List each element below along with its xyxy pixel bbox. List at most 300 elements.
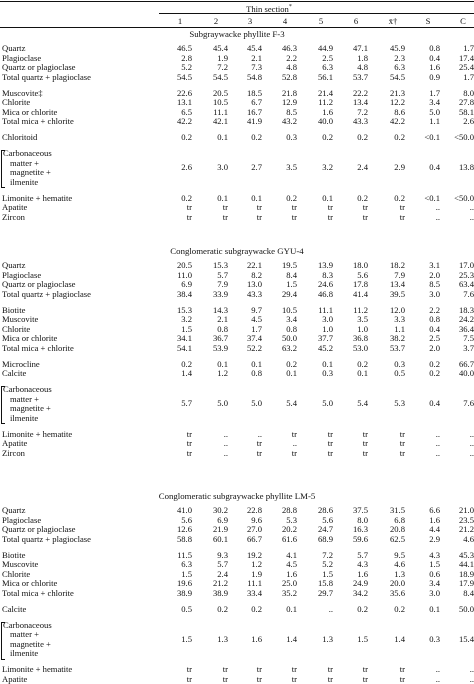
table-cell: 0.4 (429, 162, 440, 173)
table-cell: 11.1 (247, 578, 262, 588)
table-cell: 36.4 (458, 324, 474, 334)
row-label: Zircon (2, 211, 25, 222)
table-cell: 4.8 (286, 62, 297, 72)
table-cell: 6.8 (394, 514, 405, 525)
table-cell: 40.0 (317, 116, 333, 126)
row-label-line: ilmenite (10, 648, 39, 658)
table-cell: 0.3 (394, 358, 405, 369)
table-cell: 1.6 (429, 62, 440, 72)
table-cell: 9.7 (251, 304, 262, 315)
table-cell: 1.6 (357, 568, 368, 579)
row-label-line: Carbonaceous (3, 619, 52, 630)
row-label: Biotite (2, 549, 26, 560)
table-cell: 7.5 (463, 334, 474, 343)
column-header: 5 (318, 16, 324, 26)
table-cell: 20.8 (389, 524, 405, 534)
row-label: Total quartz + plagioclase (2, 71, 91, 82)
table-cell: 60.1 (212, 533, 228, 544)
table-cell: 25.4 (458, 63, 474, 72)
table-cell: tr (291, 428, 297, 439)
table-cell: 11.2 (318, 97, 333, 107)
row-label-line: matter + (10, 393, 39, 404)
table-cell: 13.4 (389, 279, 405, 289)
table-cell: 1.6 (251, 633, 262, 644)
table-cell: 37.7 (317, 333, 333, 343)
row-label: Biotite (2, 304, 26, 315)
table-cell: .. (223, 428, 228, 439)
table-cell: 0.2 (217, 603, 228, 614)
table-cell: 5.7 (181, 398, 192, 409)
table-cell: 0.1 (286, 368, 297, 378)
table-cell: 5.7 (217, 269, 228, 280)
table-cell: tr (399, 447, 405, 458)
row-label: Zircon (2, 447, 25, 458)
table-cell: 0.2 (357, 192, 368, 203)
table-cell: tr (256, 211, 262, 222)
table-cell: tr (256, 664, 262, 674)
table-cell: <50.0 (454, 193, 474, 203)
thin-section-label: Thin section (246, 3, 289, 14)
table-cell: tr (399, 202, 405, 212)
table-cell: tr (222, 202, 228, 212)
row-label-line: ilmenite (10, 412, 39, 423)
table-cell: 12.6 (176, 524, 192, 534)
section-title: Subgraywacke phyllite F-3 (189, 29, 285, 39)
table-cell: tr (399, 673, 405, 684)
table-cell: .. (435, 428, 440, 439)
table-cell: 2.7 (251, 162, 262, 173)
table-cell: 45.3 (458, 550, 474, 560)
row-label-line: Carbonaceous (3, 384, 52, 394)
table-cell: 0.8 (251, 368, 262, 378)
table-cell: tr (362, 447, 368, 458)
table-cell: 12.9 (281, 97, 297, 107)
table-cell: 0.1 (429, 603, 440, 614)
table-cell: 0.4 (429, 52, 440, 63)
table-cell: 0.1 (217, 358, 228, 369)
table-cell: 5.0 (217, 398, 228, 409)
thin-section-underline (159, 13, 474, 14)
table-cell: 4.1 (286, 549, 297, 560)
table-cell: 46.5 (176, 43, 192, 53)
table-cell: 45.4 (246, 43, 262, 53)
table-cell: 0.5 (394, 368, 405, 378)
row-label: Total quartz + plagioclase (2, 288, 91, 299)
table-cell: tr (327, 428, 333, 439)
table-cell: 8.5 (286, 106, 297, 117)
table-cell: 0.8 (429, 314, 440, 324)
table-cell: 5.2 (181, 62, 192, 72)
table-cell: 0.3 (286, 132, 297, 142)
row-label-line: ilmenite (10, 176, 39, 187)
table-cell: tr (186, 447, 192, 458)
table-cell: 0.1 (322, 358, 333, 369)
table-cell: tr (327, 202, 333, 212)
table-cell: 0.8 (286, 323, 297, 334)
table-cell: 7.2 (357, 106, 368, 117)
row-label: Quartz (2, 260, 26, 270)
table-cell: 1.6 (429, 514, 440, 525)
row-label: Calcite (2, 603, 27, 614)
table-cell: 4.6 (394, 559, 405, 569)
table-cell: 0.9 (429, 71, 440, 82)
table-cell: 44.1 (458, 560, 474, 569)
table-cell: 18.9 (458, 569, 474, 579)
table-cell: 5.0 (322, 398, 333, 409)
table-cell: 17.0 (458, 261, 474, 270)
column-header: x̄† (388, 16, 398, 26)
table-cell: 38.2 (389, 333, 405, 343)
table-cell: tr (399, 664, 405, 674)
table-cell: 12.2 (389, 97, 405, 107)
table-cell: 11.1 (318, 304, 333, 315)
table-cell: 29.4 (281, 288, 297, 299)
table-cell: 7.9 (217, 279, 228, 289)
table-cell: tr (186, 438, 192, 448)
table-cell: .. (435, 673, 440, 684)
table-cell: 3.4 (429, 97, 440, 107)
table-cell: 13.1 (176, 97, 192, 107)
row-label: Limonite + hematite (2, 192, 73, 203)
table-cell: 10.5 (212, 97, 228, 107)
table-cell: 1.9 (251, 568, 262, 579)
table-cell: 2.2 (429, 304, 440, 315)
table-cell: 4.3 (429, 549, 440, 560)
table-cell: 0.3 (322, 368, 333, 378)
table-cell: 5.3 (286, 514, 297, 525)
table-cell: tr (291, 673, 297, 684)
row-label: Chloritoid (2, 132, 38, 142)
table-cell: <0.1 (424, 132, 440, 142)
row-label: Plagioclase (2, 269, 42, 280)
table-cell: 40.0 (458, 369, 474, 378)
table-cell: .. (469, 665, 474, 674)
table-cell: 4.8 (357, 62, 368, 72)
table-cell: 39.5 (389, 288, 405, 299)
table-cell: 1.5 (181, 633, 192, 644)
table-cell: 28.8 (281, 505, 297, 515)
table-cell: 3.2 (181, 314, 192, 324)
table-cell: 2.0 (429, 342, 440, 353)
table-cell: 0.2 (322, 132, 333, 142)
table-cell: 19.2 (246, 549, 262, 560)
row-label: Apatite (2, 438, 28, 448)
table-cell: 1.7 (463, 44, 474, 53)
table-cell: tr (186, 664, 192, 674)
table-cell: 41.0 (176, 505, 192, 515)
table-cell: 18.5 (246, 87, 262, 98)
table-cell: tr (291, 211, 297, 222)
table-cell: 1.0 (322, 323, 333, 334)
table-cell: 1.2 (217, 368, 228, 378)
table-cell: tr (291, 447, 297, 458)
row-label-line: magnetite + (10, 167, 51, 177)
table-cell: 2.4 (217, 568, 228, 579)
table-cell: 66.7 (246, 533, 262, 544)
table-cell: tr (186, 211, 192, 222)
row-label: Mica or chlorite (2, 106, 58, 117)
table-cell: 22.1 (246, 260, 262, 270)
row-label: Chlorite (2, 97, 31, 107)
table-cell: 58.1 (458, 107, 474, 117)
table-cell: 6.3 (181, 559, 192, 569)
table-cell: 1.9 (217, 52, 228, 63)
table-cell: tr (362, 202, 368, 212)
table-cell: 0.2 (181, 358, 192, 369)
table-cell: 12.0 (389, 304, 405, 315)
table-cell: 1.4 (286, 633, 297, 644)
table-cell: 3.1 (429, 260, 440, 270)
table-cell: 15.3 (176, 304, 192, 315)
table-cell: 43.3 (246, 288, 262, 299)
table-cell: tr (399, 428, 405, 439)
table-cell: tr (186, 428, 192, 439)
table-cell: 33.4 (246, 587, 262, 598)
table-cell: tr (186, 673, 192, 684)
table-cell: 58.8 (176, 533, 192, 544)
table-cell: 2.5 (322, 52, 333, 63)
table-cell: 11.0 (177, 269, 192, 280)
table-cell: 24.9 (352, 578, 368, 588)
table-cell: 3.4 (286, 314, 297, 324)
table-cell: .. (328, 603, 333, 614)
table-cell: 29.7 (317, 587, 333, 598)
table-cell: 20.5 (212, 87, 228, 98)
table-cell: 21.2 (212, 578, 228, 588)
table-cell: 15.3 (212, 260, 228, 270)
table-cell: 0.4 (429, 398, 440, 409)
row-label: Quartz or plagioclase (2, 279, 76, 289)
row-label: Total mica + chlorite (2, 587, 74, 598)
table-cell: 66.7 (458, 359, 474, 369)
table-cell: 41.4 (352, 288, 368, 299)
table-cell: 61.6 (281, 533, 297, 544)
table-cell: .. (223, 447, 228, 458)
row-label: Chlorite (2, 323, 31, 334)
table-cell: 0.5 (181, 603, 192, 614)
table-cell: 16.7 (246, 106, 262, 117)
table-cell: 6.6 (429, 505, 440, 515)
row-label: Quartz or plagioclase (2, 524, 76, 534)
table-cell: 20.5 (176, 260, 192, 270)
table-cell: 2.6 (463, 117, 474, 126)
table-cell: 11.2 (353, 304, 368, 315)
column-header: S (425, 16, 431, 26)
table-cell: tr (327, 664, 333, 674)
column-header: 1 (177, 16, 183, 26)
table-cell: 0.1 (251, 192, 262, 203)
table-cell: 47.1 (352, 43, 368, 53)
table-cell: 1.4 (181, 368, 192, 378)
table-cell: 5.3 (394, 398, 405, 409)
table-cell: .. (257, 428, 262, 439)
table-cell: 7.6 (463, 399, 474, 409)
table-cell: 1.3 (394, 568, 405, 579)
table-cell: 36.7 (212, 333, 228, 343)
table-cell: 3.0 (429, 587, 440, 598)
table-cell: 3.7 (463, 343, 474, 353)
table-cell: 5.7 (357, 549, 368, 560)
table-cell: 20.0 (389, 578, 405, 588)
table-cell: 0.2 (429, 358, 440, 369)
table-cell: 22.8 (246, 505, 262, 515)
table-cell: 1.2 (251, 559, 262, 569)
table-cell: 0.1 (322, 192, 333, 203)
table-cell: .. (469, 439, 474, 448)
table-cell: 50.0 (458, 604, 474, 614)
table-cell: 23.5 (458, 515, 474, 525)
table-cell: 1.7 (429, 87, 440, 98)
table-cell: 0.2 (394, 603, 405, 614)
table-cell: 5.2 (322, 559, 333, 569)
table-cell: 7.6 (463, 289, 474, 299)
table-cell: 0.2 (357, 358, 368, 369)
table-cell: 46.3 (281, 43, 297, 53)
table-cell: 0.2 (251, 132, 262, 142)
row-label: Apatite (2, 202, 28, 212)
row-label: Quartz or plagioclase (2, 62, 76, 72)
table-cell: 43.2 (281, 116, 297, 126)
table-cell: 0.2 (357, 603, 368, 614)
table-cell: tr (291, 202, 297, 212)
table-cell: 31.5 (389, 505, 405, 515)
row-label: Muscovite (2, 314, 39, 324)
table-cell: 35.6 (389, 587, 405, 598)
table-cell: 45.9 (389, 43, 405, 53)
table-cell: 54.5 (212, 71, 228, 82)
table-cell: 19.5 (281, 260, 297, 270)
table-cell: .. (469, 212, 474, 222)
table-cell: 6.7 (251, 97, 262, 107)
table-cell: 18.2 (389, 260, 405, 270)
table-cell: 17.8 (352, 279, 368, 289)
table-cell: 22.6 (176, 87, 192, 98)
table-cell: 45.4 (212, 43, 228, 53)
table-cell: 3.0 (217, 162, 228, 173)
table-cell: 38.9 (176, 587, 192, 598)
table-cell: 42.2 (176, 116, 192, 126)
row-label: Quartz (2, 43, 26, 53)
table-cell: 27.8 (458, 98, 474, 107)
table-cell: 38.9 (212, 587, 228, 598)
table-cell: 2.9 (429, 533, 440, 544)
table-cell: 18.0 (352, 260, 368, 270)
table-cell: 24.7 (317, 524, 333, 534)
table-cell: 0.2 (181, 192, 192, 203)
table-cell: 5.6 (181, 514, 192, 525)
table-cell: 1.4 (394, 633, 405, 644)
table-cell: 20.2 (281, 524, 297, 534)
table-cell: 0.1 (357, 368, 368, 378)
table-cell: 8.6 (394, 106, 405, 117)
table-cell: tr (327, 438, 333, 448)
table-cell: 17.4 (458, 53, 474, 63)
table-cell: 8.2 (251, 269, 262, 280)
table-cell: 2.4 (357, 162, 368, 173)
table-cell: 4.5 (251, 314, 262, 324)
table-cell: 63.2 (281, 342, 297, 353)
row-label-line: Carbonaceous (3, 148, 52, 158)
table-cell: 3.5 (357, 314, 368, 324)
table-cell: tr (362, 673, 368, 684)
column-header: 3 (247, 16, 253, 26)
table-cell: 7.2 (217, 62, 228, 72)
table-cell: 0.2 (286, 192, 297, 203)
table-cell: 9.3 (217, 549, 228, 560)
table-cell: 6.9 (181, 279, 192, 289)
table-cell: 1.1 (429, 116, 440, 126)
table-cell: .. (223, 438, 228, 448)
table-cell: tr (222, 211, 228, 222)
table-cell: tr (222, 673, 228, 684)
table-cell: 17.9 (458, 579, 474, 588)
table-cell: 3.2 (322, 162, 333, 173)
table-cell: 8.4 (463, 588, 474, 598)
table-cell: 11.1 (213, 106, 228, 117)
table-cell: 0.2 (251, 603, 262, 614)
row-label: Total quartz + plagioclase (2, 533, 91, 544)
table-cell: 0.2 (394, 192, 405, 203)
table-cell: 53.0 (352, 342, 368, 353)
row-label: Calcite (2, 368, 27, 378)
table-cell: 35.2 (281, 587, 297, 598)
table-cell: 7.2 (322, 549, 333, 560)
table-cell: 0.8 (429, 43, 440, 53)
table-cell: 1.7 (251, 323, 262, 334)
table-cell: 0.2 (394, 132, 405, 142)
table-cell: 16.3 (352, 524, 368, 534)
table-cell: 1.3 (217, 633, 228, 644)
table-cell: 25.3 (458, 270, 474, 280)
table-cell: tr (222, 664, 228, 674)
column-header: 2 (213, 16, 219, 26)
table-cell: 3.0 (322, 314, 333, 324)
table-cell: 5.0 (429, 106, 440, 117)
row-label: Chlorite (2, 568, 31, 579)
table-cell: 5.0 (251, 398, 262, 409)
table-cell: .. (292, 438, 297, 448)
table-cell: 63.4 (458, 280, 474, 289)
table-cell: 0.6 (429, 568, 440, 579)
table-cell: 54.5 (389, 71, 405, 82)
table-cell: 8.3 (322, 269, 333, 280)
row-label: Apatite (2, 673, 28, 684)
table-cell: 8.0 (357, 514, 368, 525)
table-cell: .. (435, 202, 440, 212)
table-cell: 42.2 (389, 116, 405, 126)
table-cell: 1.5 (429, 559, 440, 569)
table-cell: 0.1 (217, 132, 228, 142)
column-header: C (460, 16, 466, 26)
table-cell: 5.6 (322, 514, 333, 525)
row-label-line: magnetite + (10, 638, 51, 649)
row-label: Microcline (2, 358, 40, 369)
table-cell: 2.9 (394, 162, 405, 173)
table-cell: 44.9 (317, 43, 333, 53)
table-cell: 52.2 (246, 342, 262, 353)
table-cell: 21.3 (389, 87, 405, 98)
table-cell: 13.8 (458, 163, 474, 173)
table-cell: 1.5 (181, 568, 192, 579)
thin-section-footnote-mark: * (288, 4, 292, 10)
table-cell: 25.0 (281, 578, 297, 588)
table-cell: 53.7 (389, 342, 405, 353)
table-cell: 33.9 (212, 288, 228, 299)
table-cell: 0.1 (251, 358, 262, 369)
row-label: Muscovite‡ (2, 87, 43, 98)
table-cell: 2.8 (181, 52, 192, 63)
row-label-line: magnetite + (10, 403, 51, 413)
